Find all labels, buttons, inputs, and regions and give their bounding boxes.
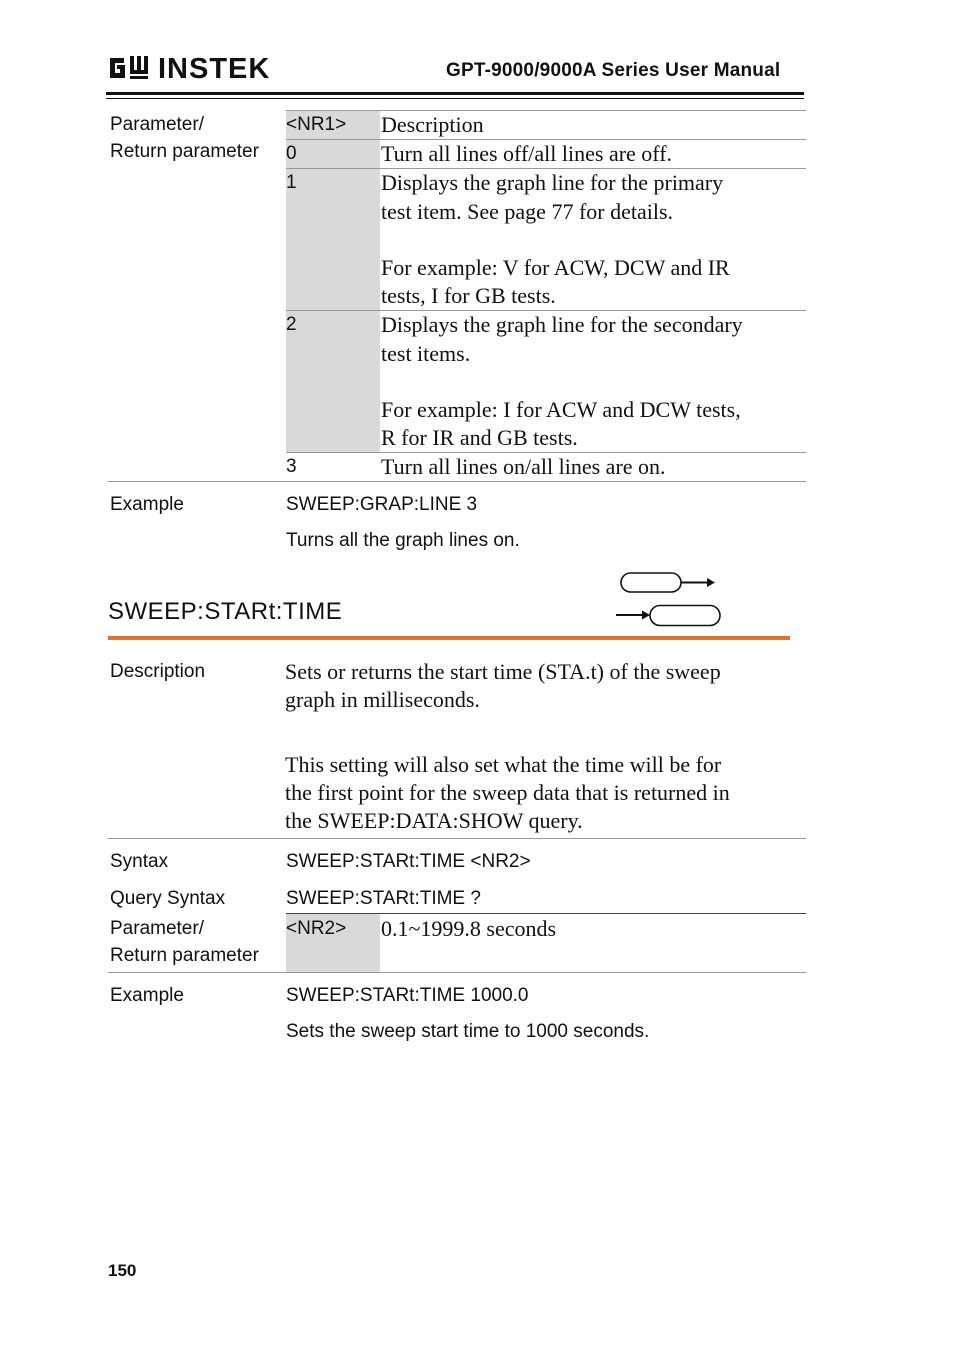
section-title: SWEEP:STARt:TIME bbox=[108, 598, 343, 625]
example2-command: SWEEP:STARt:TIME 1000.0 bbox=[286, 985, 529, 1006]
param-value-2: 2 bbox=[286, 314, 297, 335]
param2-label-line2: Return parameter bbox=[110, 945, 259, 966]
syntax-label: Syntax bbox=[110, 851, 169, 872]
example2-label: Example bbox=[110, 985, 184, 1006]
param-desc-1-line2: test item. See page 77 for details. bbox=[381, 199, 674, 224]
param-header: <NR1> bbox=[286, 114, 347, 135]
query-command-icon bbox=[616, 606, 720, 626]
description-label: Description bbox=[110, 661, 206, 682]
param-desc-2-line5: R for IR and GB tests. bbox=[381, 425, 578, 450]
param-desc-0: Turn all lines off/all lines are off. bbox=[381, 141, 673, 166]
header-rule-thick bbox=[106, 92, 804, 95]
param2-desc: 0.1~1999.8 seconds bbox=[381, 916, 557, 941]
example-explanation: Turns all the graph lines on. bbox=[286, 530, 520, 551]
syntax-value: SWEEP:STARt:TIME <NR2> bbox=[286, 851, 531, 872]
example2-explanation: Sets the sweep start time to 1000 seconds. bbox=[286, 1021, 650, 1042]
example-label: Example bbox=[110, 494, 184, 515]
param-column-shade bbox=[286, 111, 380, 452]
example-command: SWEEP:GRAP:LINE 3 bbox=[286, 494, 478, 515]
gw-instek-logo bbox=[108, 54, 278, 82]
param-desc-2-line4: For example: I for ACW and DCW tests, bbox=[381, 397, 741, 422]
description-para2-line2: the first point for the sweep data that is returned in bbox=[285, 780, 730, 805]
query-syntax-label: Query Syntax bbox=[110, 888, 226, 909]
command-type-icons bbox=[614, 570, 724, 628]
description-para2-line1: This setting will also set what the time will be for bbox=[285, 752, 722, 777]
description-para1-line1: Sets or returns the start time (STA.t) of the sweep bbox=[285, 659, 721, 684]
param2-value: <NR2> bbox=[286, 918, 347, 939]
param-value-3: 3 bbox=[286, 456, 297, 477]
description-para2-line3: the SWEEP:DATA:SHOW query. bbox=[285, 808, 583, 833]
param-desc-1-line5: tests, I for GB tests. bbox=[381, 283, 556, 308]
manual-title: GPT-9000/9000A Series User Manual bbox=[446, 60, 781, 81]
svg-text:INSTEK: INSTEK bbox=[158, 54, 271, 82]
desc-header: Description bbox=[381, 112, 484, 137]
table-bottom-rule bbox=[108, 481, 806, 482]
param-desc-3: Turn all lines on/all lines are on. bbox=[381, 454, 666, 479]
description-bottom-rule bbox=[108, 838, 806, 839]
param-desc-2-line2: test items. bbox=[381, 341, 471, 366]
table2-bottom-rule bbox=[108, 972, 806, 973]
query-syntax-value: SWEEP:STARt:TIME ? bbox=[286, 888, 481, 909]
param-label-line2: Return parameter bbox=[110, 141, 259, 162]
param-desc-2-line1: Displays the graph line for the secondary bbox=[381, 312, 743, 337]
description-para1-line2: graph in milliseconds. bbox=[285, 687, 480, 712]
param-desc-1-line4: For example: V for ACW, DCW and IR bbox=[381, 255, 730, 280]
param-value-1: 1 bbox=[286, 172, 297, 193]
param2-label-line1: Parameter/ bbox=[110, 918, 204, 939]
set-command-icon bbox=[621, 573, 715, 592]
header-rule-thin bbox=[106, 98, 804, 99]
param-value-0: 0 bbox=[286, 143, 297, 164]
page-number: 150 bbox=[108, 1261, 137, 1280]
section-underline bbox=[108, 636, 790, 640]
param-label-line1: Parameter/ bbox=[110, 114, 204, 135]
param-desc-1-line1: Displays the graph line for the primary bbox=[381, 170, 724, 195]
